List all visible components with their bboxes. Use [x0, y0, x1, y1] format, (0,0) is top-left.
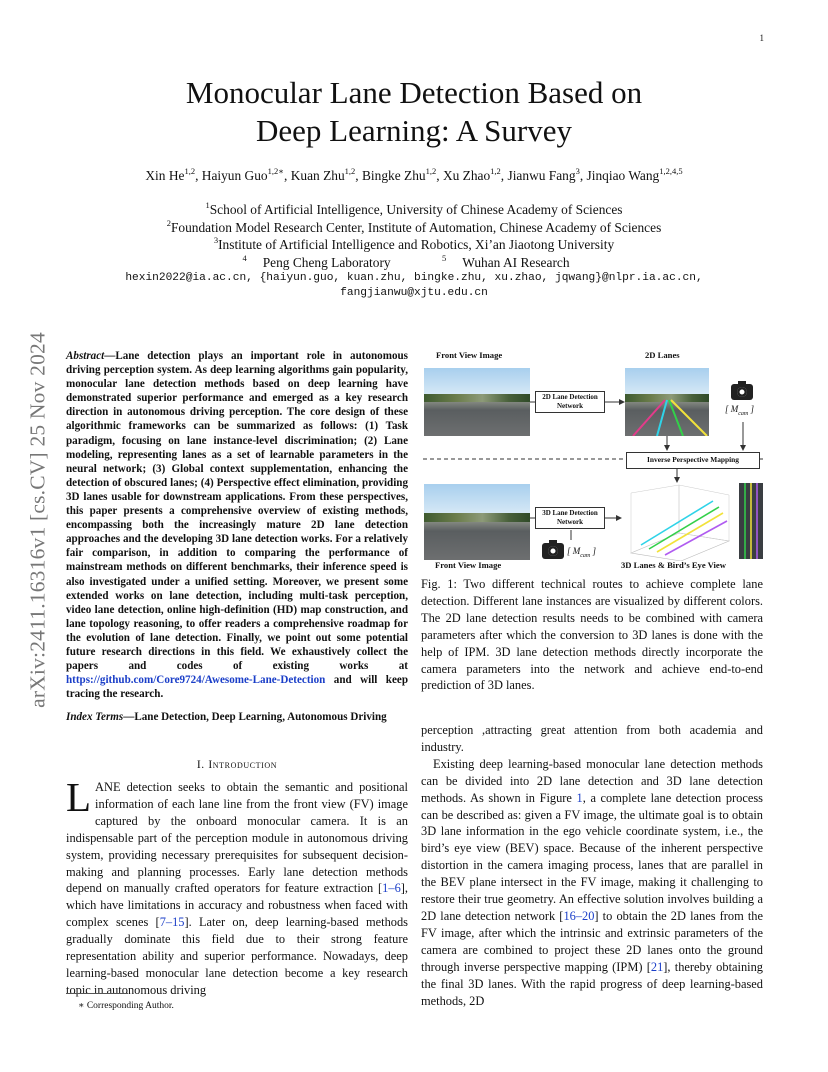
index-terms: Index Terms—Lane Detection, Deep Learning, Autonomous Driving	[66, 711, 387, 723]
abstract-label: Abstract	[66, 350, 105, 362]
affiliation: $^4$ Peng Cheng Laboratory	[242, 252, 391, 270]
affiliation-row	[0, 254, 828, 272]
affiliations	[0, 201, 828, 271]
label-3d-lanes-bev: 3D Lanes & Bird’s Eye View	[621, 560, 726, 570]
camera-matrix-bottom: [ $M_{cam}$ ]	[567, 546, 597, 559]
section-heading: I. Introduction	[196, 758, 278, 771]
label-front-view-top: Front View Image	[436, 350, 503, 360]
figure-1	[421, 342, 766, 574]
figure-link[interactable]: 1	[576, 790, 583, 805]
camera-icon	[731, 384, 753, 400]
title-line-1: Monocular Lane Detection Based on	[185, 75, 643, 110]
footnote: ∗ Corresponding Author.	[78, 1001, 174, 1011]
intro-paragraph: LANE detection seeks to obtain the semantic and positional information of each lane line from the front view (FV) image captured by the onboard monocular camera. It is an indispensable part of the perception module in autonomous driving system, providing necessary prerequisites for subsequent decision-making and planning processes. Early lane detection methods depend on manually crafted operators for feature extraction [1–6], which have limitations in accuracy and robustness when faced with complex scenes [7–15]. Later on, deep learning-based methods gradually dominate this field due to their strong feature representation ability and superior performance. Nowadays, deep learning-based monocular lane detection become a key research topic in autonomous driving	[66, 774, 408, 997]
bev-image	[739, 483, 763, 559]
paragraph: Existing deep learning-based monocular lane detection methods can be divided into 2D lane detection and 3D lane detection methods. As shown in Figure 1, a complete lane detection process can be described as: given a FV image, the ultimate goal is to obtain 3D lane information in the ego vehicle coordinate system, i.e., the bird’s eye view (BEV) space. Because of the inherent perspective distortion in the camera imaging process, lanes that are parallel in the BEV plane intersect in the FV image, making it challenging to restore their true geometry. An effective solution involves building a 2D lane detection network [16–20] to obtain the 2D lanes from the FV image, after which the intrinsic and extrinsic parameters of the camera are combined to project these 2D lanes onto the ground through inverse perspective mapping (IPM) [21], thereby obtaining the final 3D lanes. With the rapid progress of deep learning-based methods, 2D	[421, 756, 764, 1008]
arxiv-id: arXiv:2411.16316v1 [cs.CV] 25 Nov 2024	[25, 332, 50, 708]
paragraph: perception ,attracting great attention from both academia and industry.	[421, 723, 763, 754]
author: Haiyun Guo$^{1,2∗}$,	[201, 166, 291, 183]
camera-matrix-top: [ $M_{cam}$ ]	[725, 404, 755, 417]
right-column-text	[421, 722, 763, 1009]
net-3d-box: 3D Lane Detection Network	[535, 507, 605, 529]
footnote-rule	[66, 993, 128, 994]
camera-icon	[542, 543, 564, 559]
author: Kuan Zhu$^{1,2}$,	[290, 166, 362, 183]
author: Jinqiao Wang$^{1,2,4,5}$	[586, 166, 683, 183]
citation-link[interactable]: 21	[650, 959, 664, 974]
arxiv-stamp	[18, 285, 58, 755]
affiliation: $^2$Foundation Model Research Center, Institute of Automation, Chinese Academy of Sciences	[166, 217, 662, 235]
citation-link[interactable]: 7–15	[159, 915, 185, 930]
author-list	[0, 168, 828, 184]
affiliation: $^5$ Wuhan AI Research	[442, 252, 570, 270]
figure-caption: Fig. 1: Two different technical routes to achieve complete lane detection. Different lane instances are visualized by different colors. The 2D lane detection results needs to be combined with camera parameters after which the conversion to 3D lanes is done with the help of IPM. 3D lane detection methods directly incorporate the camera parameters into the network and achieve end-to-end prediction of 3D lanes.	[421, 577, 763, 693]
ipm-box: Inverse Perspective Mapping	[626, 452, 760, 469]
label-2d-lanes: 2D Lanes	[645, 350, 680, 360]
author-emails: hexin2022@ia.ac.cn, {haiyun.guo, kuan.zhu, bingke.zhu, xu.zhao, jqwang}@nlpr.ia.ac.cn, fangjianwu@xjtu.edu.cn	[125, 272, 703, 299]
drop-cap: L	[66, 774, 92, 820]
affiliation: $^3$Institute of Artificial Intelligence and Robotics, Xi’an Jiaotong University	[213, 235, 615, 252]
citation-link[interactable]: 16–20	[563, 908, 595, 923]
author: Xin He$^{1,2}$,	[145, 166, 202, 183]
author: Jianwu Fang$^3$,	[507, 166, 587, 183]
page-number: 1	[759, 33, 764, 43]
citation-link[interactable]: 1–6	[382, 881, 401, 896]
abstract: Abstract—Lane detection plays an important role in autonomous driving perception system. As deep learning algorithms gain popularity, monocular lane detection methods based on deep learning have demonstrated superior performance and emerged as a key research direction in autonomous driving perception. The core design of these algorithmic frameworks can be summarized as follows: (1) Task paradigm, focusing on lane instance-level discrimination; (2) Lane modeling, representing lanes as a set of learnable parameters in the neural network; (3) Global context supplementation, enhancing the detection of obscured lanes; (4) Perspective effect elimination, providing 3D lanes usable for downstream applications. From these perspectives, this paper presents a comprehensive overview of existing methods, encompassing both the increasingly mature 2D lane detection approaches and the developing 3D lane detection works. For a relatively fair comparison, in addition to comparing the performance of mainstream methods on different benchmarks, their inference speed is also investigated under a unified setting. Moreover, we present some extended works on lane detection, including multi-task perception, video lane detection, online high-definition (HD) map construction, and lane topology reasoning, to offer readers a comprehensive roadmap for the evolution of lane detection. Finally, we point out some potential future research directions in this field. We exhaustively collect the papers and codes of existing works at https://github.com/Core9724/Awesome-Lane-Detection and will keep tracing the research.	[66, 350, 408, 701]
title-line-2: Deep Learning: A Survey	[256, 113, 572, 148]
author: Bingke Zhu$^{1,2}$,	[362, 166, 443, 183]
index-terms-label: Index Terms	[66, 711, 124, 723]
label-front-view-bottom: Front View Image	[435, 560, 502, 570]
front-view-image-bottom	[424, 484, 530, 560]
paper-title	[0, 74, 828, 150]
lanes-3d-plot	[621, 483, 731, 561]
abstract-body: Lane detection plays an important role in autonomous driving perception system. As deep learning algorithms gain popularity, monocular lane detection methods based on deep learning have demonstrated superior performance and emerged as a key research direction in autonomous driving perception. The core design of these algorithmic frameworks can be summarized as follows: (1) Task paradigm, focusing on lane instance-level discrimination; (2) Lane modeling, representing lanes as a set of learnable parameters in the neural network; (3) Global context supplementation, enhancing the detection of obscured lanes; (4) Perspective effect elimination, providing 3D lanes usable for downstream applications. From these perspectives, this paper presents a comprehensive overview of existing methods, encompassing both the increasingly mature 2D lane detection approaches and the developing 3D lane detection works. For a relatively fair comparison, in addition to comparing the performance of mainstream methods on different benchmarks, their inference speed is also investigated under a unified setting. Moreover, we present some extended works on lane detection, including multi-task perception, video lane detection, online high-definition (HD) map construction, and lane topology reasoning, to offer readers a comprehensive roadmap for the evolution of lane detection. Finally, we point out some potential future research directions in this field. We exhaustively collect the papers and codes of existing works at	[66, 350, 408, 673]
caption-label: Fig. 1:	[421, 577, 457, 591]
affiliation: $^1$School of Artificial Intelligence, University of Chinese Academy of Sciences	[205, 200, 623, 217]
net-2d-box: 2D Lane Detection Network	[535, 391, 605, 413]
github-link[interactable]: https://github.com/Core9724/Awesome-Lane-Detection	[66, 674, 326, 687]
author: Xu Zhao$^{1,2}$,	[442, 166, 508, 183]
